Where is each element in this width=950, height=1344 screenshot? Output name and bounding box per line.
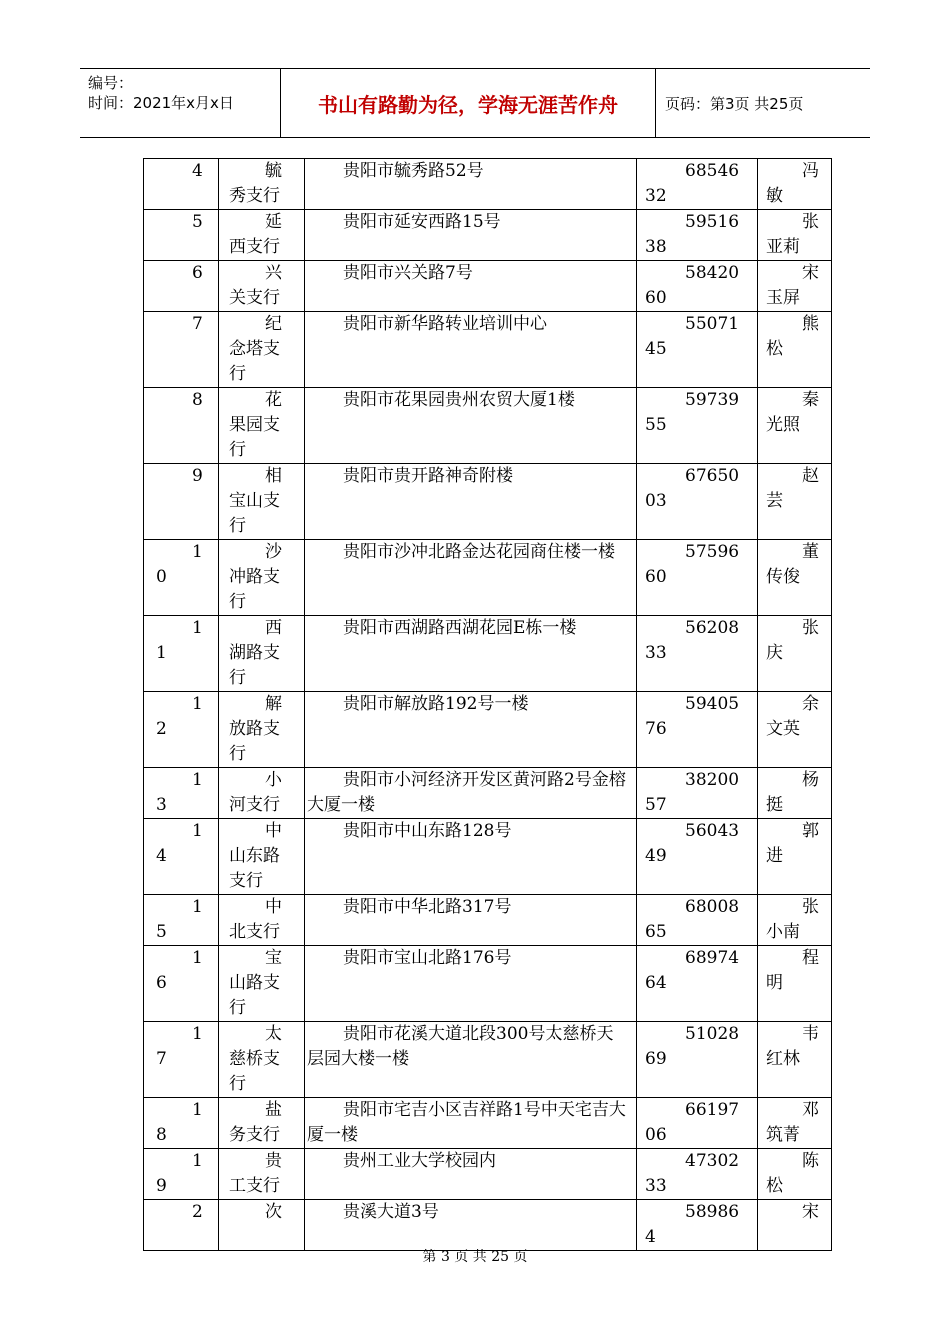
row-number-text: 16 bbox=[156, 948, 203, 993]
branch-phone-text: 589864 bbox=[645, 1202, 740, 1247]
branch-name bbox=[219, 768, 305, 819]
branch-address-text: 贵阳市宝山北路176号 bbox=[343, 948, 512, 968]
branch-phone bbox=[637, 1022, 758, 1098]
row-number-text: 14 bbox=[156, 821, 203, 866]
row-number bbox=[144, 1200, 219, 1251]
contact-person-text: 余文英 bbox=[766, 694, 819, 739]
contact-person-text: 董传俊 bbox=[766, 542, 819, 587]
branch-address bbox=[305, 388, 637, 464]
branch-name-text: 延西支行 bbox=[229, 212, 282, 257]
contact-person-text: 郭进 bbox=[766, 821, 819, 866]
branch-phone bbox=[637, 261, 758, 312]
contact-person bbox=[758, 1098, 832, 1149]
table-row bbox=[144, 1200, 832, 1251]
branch-address bbox=[305, 540, 637, 616]
branch-name bbox=[219, 616, 305, 692]
branch-address bbox=[305, 159, 637, 210]
table-row bbox=[144, 1098, 832, 1149]
contact-person-text: 宋玉屏 bbox=[766, 263, 819, 308]
row-number-text: 19 bbox=[156, 1151, 203, 1196]
branch-address-text: 贵阳市解放路192号一楼 bbox=[343, 694, 529, 714]
contact-person bbox=[758, 1149, 832, 1200]
branch-name bbox=[219, 261, 305, 312]
branch-address-text: 贵阳市毓秀路52号 bbox=[343, 161, 484, 181]
branch-name bbox=[219, 388, 305, 464]
branch-name-text: 宝山路支行 bbox=[229, 948, 282, 1018]
branch-phone-text: 5759660 bbox=[645, 542, 740, 587]
branch-name-text: 次 bbox=[265, 1202, 282, 1222]
branch-phone bbox=[637, 946, 758, 1022]
branch-phone bbox=[637, 312, 758, 388]
branch-name bbox=[219, 464, 305, 540]
contact-person-text: 韦红林 bbox=[766, 1024, 819, 1069]
contact-person-text: 陈松 bbox=[766, 1151, 819, 1196]
branch-phone bbox=[637, 159, 758, 210]
branch-name bbox=[219, 1200, 305, 1251]
branch-phone bbox=[637, 819, 758, 895]
branch-address bbox=[305, 895, 637, 946]
page-header bbox=[80, 68, 870, 138]
row-number bbox=[144, 261, 219, 312]
contact-person bbox=[758, 312, 832, 388]
branch-name-text: 解放路支行 bbox=[229, 694, 282, 764]
header-page-info: 页码：第3页 共25页 bbox=[665, 94, 804, 113]
row-number-text: 12 bbox=[156, 694, 203, 739]
branch-phone bbox=[637, 388, 758, 464]
table-row bbox=[144, 261, 832, 312]
branch-address-text: 贵阳市花溪大道北段300号太慈桥天层园大楼一楼 bbox=[307, 1024, 614, 1069]
row-number bbox=[144, 210, 219, 261]
branch-phone-text: 5940576 bbox=[645, 694, 740, 739]
header-motto: 书山有路勤为径，学海无涯苦作舟 bbox=[280, 69, 656, 137]
row-number-text: 7 bbox=[192, 314, 203, 334]
row-number bbox=[144, 1022, 219, 1098]
row-number bbox=[144, 1149, 219, 1200]
branch-name-text: 西湖路支行 bbox=[229, 618, 282, 688]
contact-person-text: 宋 bbox=[802, 1202, 819, 1222]
contact-person bbox=[758, 210, 832, 261]
contact-person bbox=[758, 261, 832, 312]
branch-phone-text: 5102869 bbox=[645, 1024, 740, 1069]
row-number bbox=[144, 692, 219, 768]
branch-address bbox=[305, 210, 637, 261]
row-number-text: 2 bbox=[192, 1202, 203, 1222]
contact-person-text: 邓筑菁 bbox=[766, 1100, 819, 1145]
branch-address bbox=[305, 616, 637, 692]
contact-person bbox=[758, 1200, 832, 1251]
row-number bbox=[144, 895, 219, 946]
branch-address bbox=[305, 946, 637, 1022]
branch-name-text: 贵工支行 bbox=[229, 1151, 282, 1196]
row-number-text: 6 bbox=[192, 263, 203, 283]
row-number-text: 9 bbox=[192, 466, 203, 486]
branch-name-text: 兴关支行 bbox=[229, 263, 282, 308]
branch-name-text: 纪念塔支行 bbox=[229, 314, 282, 384]
contact-person-text: 冯敏 bbox=[766, 161, 819, 206]
branch-name-text: 太慈桥支行 bbox=[229, 1024, 282, 1094]
contact-person-text: 张亚莉 bbox=[766, 212, 819, 257]
branch-name bbox=[219, 159, 305, 210]
branch-address bbox=[305, 464, 637, 540]
row-number bbox=[144, 540, 219, 616]
table-row bbox=[144, 819, 832, 895]
branch-address-text: 贵阳市花果园贵州农贸大厦1楼 bbox=[343, 390, 575, 410]
row-number bbox=[144, 159, 219, 210]
branch-name bbox=[219, 1022, 305, 1098]
branch-phone-text: 6800865 bbox=[645, 897, 740, 942]
contact-person-text: 秦光照 bbox=[766, 390, 819, 435]
branch-phone bbox=[637, 616, 758, 692]
branch-phone-text: 6854632 bbox=[645, 161, 740, 206]
branch-address-text: 贵阳市新华路转业培训中心 bbox=[343, 314, 547, 334]
branch-name-text: 中山东路支行 bbox=[229, 821, 282, 891]
branch-address bbox=[305, 1098, 637, 1149]
branch-name bbox=[219, 946, 305, 1022]
row-number bbox=[144, 616, 219, 692]
contact-person bbox=[758, 159, 832, 210]
branch-phone-text: 5973955 bbox=[645, 390, 740, 435]
branch-table bbox=[143, 158, 832, 1251]
table-row bbox=[144, 946, 832, 1022]
branch-name-text: 毓秀支行 bbox=[229, 161, 282, 206]
branch-address-text: 贵阳市延安西路15号 bbox=[343, 212, 501, 232]
row-number-text: 4 bbox=[192, 161, 203, 181]
branch-phone-text: 5604349 bbox=[645, 821, 740, 866]
row-number-text: 10 bbox=[156, 542, 203, 587]
contact-person bbox=[758, 768, 832, 819]
contact-person bbox=[758, 895, 832, 946]
branch-phone-text: 6765003 bbox=[645, 466, 740, 511]
page-footer: 第 3 页 共 25 页 bbox=[422, 1249, 528, 1265]
contact-person bbox=[758, 692, 832, 768]
branch-name bbox=[219, 819, 305, 895]
contact-person bbox=[758, 464, 832, 540]
branch-address-text: 贵溪大道3号 bbox=[343, 1202, 439, 1222]
branch-table-body bbox=[144, 159, 832, 1251]
branch-phone bbox=[637, 210, 758, 261]
branch-address bbox=[305, 1200, 637, 1251]
branch-phone-text: 4730233 bbox=[645, 1151, 740, 1196]
branch-phone-text: 5507145 bbox=[645, 314, 740, 359]
table-row bbox=[144, 895, 832, 946]
branch-name-text: 相宝山支行 bbox=[229, 466, 282, 536]
branch-address bbox=[305, 312, 637, 388]
contact-person bbox=[758, 1022, 832, 1098]
branch-name bbox=[219, 692, 305, 768]
row-number-text: 11 bbox=[156, 618, 203, 663]
contact-person bbox=[758, 540, 832, 616]
row-number bbox=[144, 768, 219, 819]
contact-person-text: 张小南 bbox=[766, 897, 819, 942]
contact-person bbox=[758, 388, 832, 464]
branch-address bbox=[305, 819, 637, 895]
row-number-text: 8 bbox=[192, 390, 203, 410]
branch-name bbox=[219, 210, 305, 261]
branch-phone bbox=[637, 1149, 758, 1200]
row-number bbox=[144, 312, 219, 388]
branch-name-text: 沙冲路支行 bbox=[229, 542, 282, 612]
branch-phone bbox=[637, 1098, 758, 1149]
branch-address-text: 贵阳市中华北路317号 bbox=[343, 897, 512, 917]
branch-address bbox=[305, 1022, 637, 1098]
branch-name bbox=[219, 1098, 305, 1149]
table-row bbox=[144, 210, 832, 261]
header-number-label: 编号： bbox=[88, 74, 134, 92]
branch-address bbox=[305, 692, 637, 768]
branch-name-text: 盐务支行 bbox=[229, 1100, 282, 1145]
branch-name bbox=[219, 1149, 305, 1200]
branch-phone-text: 5620833 bbox=[645, 618, 740, 663]
branch-address-text: 贵阳市小河经济开发区黄河路2号金榕大厦一楼 bbox=[307, 770, 626, 815]
branch-address-text: 贵阳市西湖路西湖花园E栋一楼 bbox=[343, 618, 577, 638]
branch-phone-text: 6897464 bbox=[645, 948, 740, 993]
table-row bbox=[144, 692, 832, 768]
branch-address-text: 贵阳市中山东路128号 bbox=[343, 821, 512, 841]
branch-phone-text: 5951638 bbox=[645, 212, 740, 257]
branch-name bbox=[219, 895, 305, 946]
table-row bbox=[144, 159, 832, 210]
branch-name-text: 中北支行 bbox=[229, 897, 282, 942]
table-row bbox=[144, 312, 832, 388]
branch-address-text: 贵阳市宅吉小区吉祥路1号中天宅吉大厦一楼 bbox=[307, 1100, 626, 1145]
table-row bbox=[144, 1149, 832, 1200]
row-number bbox=[144, 946, 219, 1022]
branch-address-text: 贵阳市兴关路7号 bbox=[343, 263, 473, 283]
row-number bbox=[144, 464, 219, 540]
branch-address-text: 贵州工业大学校园内 bbox=[343, 1151, 496, 1171]
branch-phone bbox=[637, 768, 758, 819]
branch-phone-text: 6619706 bbox=[645, 1100, 740, 1145]
branch-phone-text: 3820057 bbox=[645, 770, 740, 815]
row-number bbox=[144, 819, 219, 895]
header-meta bbox=[80, 69, 280, 137]
table-row bbox=[144, 388, 832, 464]
contact-person bbox=[758, 946, 832, 1022]
branch-name-text: 花果园支行 bbox=[229, 390, 282, 460]
contact-person bbox=[758, 616, 832, 692]
branch-phone-text: 5842060 bbox=[645, 263, 740, 308]
branch-address bbox=[305, 1149, 637, 1200]
branch-address-text: 贵阳市贵开路神奇附楼 bbox=[343, 466, 513, 486]
branch-name-text: 小河支行 bbox=[229, 770, 282, 815]
table-row bbox=[144, 1022, 832, 1098]
contact-person-text: 程明 bbox=[766, 948, 819, 993]
contact-person-text: 杨挺 bbox=[766, 770, 819, 815]
branch-name bbox=[219, 312, 305, 388]
contact-person-text: 张庆 bbox=[766, 618, 819, 663]
row-number-text: 15 bbox=[156, 897, 203, 942]
table-row bbox=[144, 616, 832, 692]
branch-phone bbox=[637, 464, 758, 540]
branch-address bbox=[305, 261, 637, 312]
header-time-label: 时间：2021年x月x日 bbox=[88, 94, 234, 112]
contact-person-text: 熊松 bbox=[766, 314, 819, 359]
branch-address bbox=[305, 768, 637, 819]
table-row bbox=[144, 540, 832, 616]
branch-phone bbox=[637, 692, 758, 768]
branch-phone bbox=[637, 1200, 758, 1251]
branch-phone bbox=[637, 540, 758, 616]
table-row bbox=[144, 768, 832, 819]
branch-address-text: 贵阳市沙冲北路金达花园商住楼一楼 bbox=[343, 542, 615, 562]
row-number-text: 17 bbox=[156, 1024, 203, 1069]
branch-phone bbox=[637, 895, 758, 946]
table-row bbox=[144, 464, 832, 540]
row-number-text: 18 bbox=[156, 1100, 203, 1145]
branch-name bbox=[219, 540, 305, 616]
row-number-text: 5 bbox=[192, 212, 203, 232]
contact-person bbox=[758, 819, 832, 895]
row-number bbox=[144, 388, 219, 464]
row-number bbox=[144, 1098, 219, 1149]
contact-person-text: 赵芸 bbox=[766, 466, 819, 511]
row-number-text: 13 bbox=[156, 770, 203, 815]
